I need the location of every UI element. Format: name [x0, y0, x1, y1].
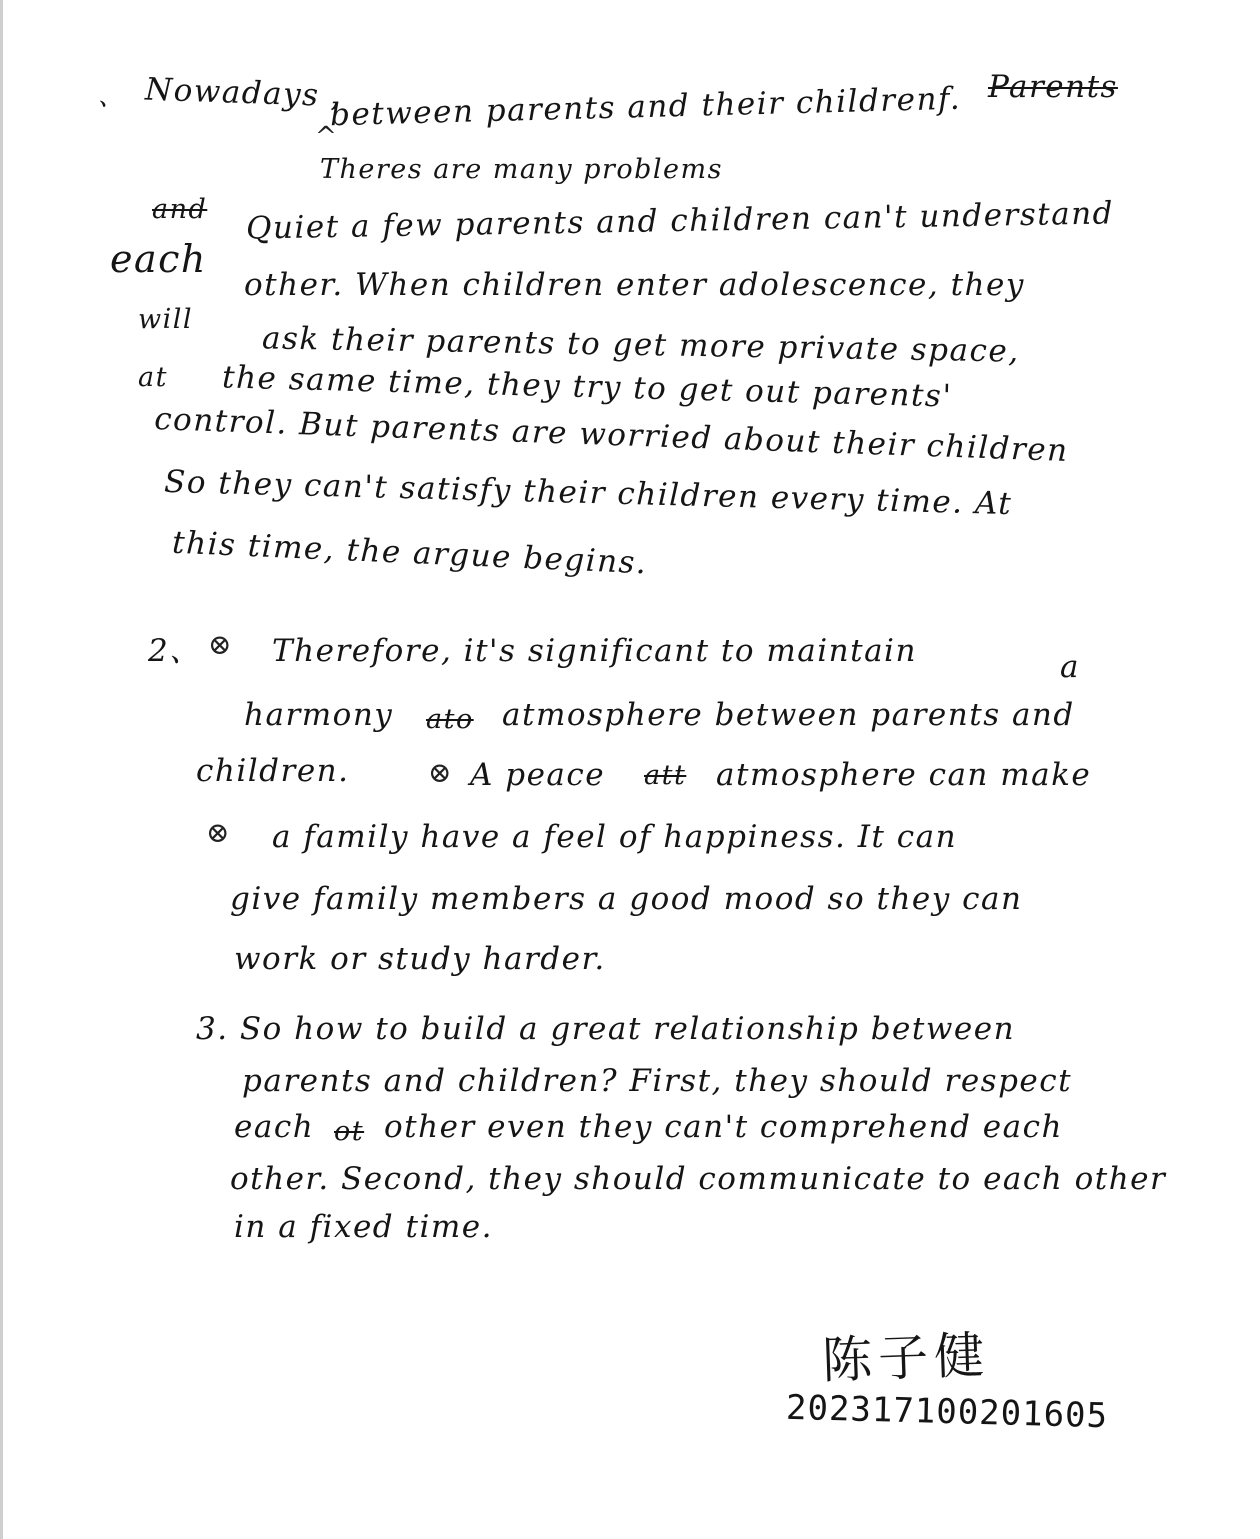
p2-line4: a family have a feel of happiness. It can	[272, 819, 958, 855]
p2-line3-mid: A peace	[470, 757, 606, 793]
p1-line5: the same time, they try to get out parents'	[221, 359, 953, 415]
p1-margin-struck-word: and	[152, 194, 208, 225]
p1-line3: other. When children enter adolescence, they	[244, 267, 1025, 303]
p1-line2: Quiet a few parents and children can't understand	[245, 195, 1115, 247]
p1-line4-margin-word: will	[138, 304, 194, 335]
p1-line1-start: Nowadays ,	[144, 71, 343, 115]
p3-line3-start: each	[234, 1109, 315, 1145]
p2-line2-start: harmony	[244, 697, 394, 733]
p1-line2-margin-word: each	[110, 237, 207, 281]
p1-line6: control. But parents are worried about their children	[153, 401, 1070, 469]
p1-line8: this time, the argue begins.	[171, 524, 649, 582]
p1-line1-rest: between parents and their childrenf.	[329, 80, 962, 134]
p3-line1: 3. So how to build a great relationship between	[196, 1011, 1016, 1047]
p2-line2-rest: atmosphere between parents and	[502, 697, 1075, 733]
p3-line3-rest: other even they can't comprehend each	[384, 1109, 1063, 1145]
scribble-mark-icon: ⊗	[428, 756, 452, 789]
p2-line3-rest: atmosphere can make	[716, 757, 1092, 793]
paragraph-1-marker: 、	[98, 82, 126, 112]
p2-line2-struck-word: ato	[426, 704, 474, 735]
insertion-caret-icon: ^	[315, 122, 337, 152]
p1-line1-struck-word: Parents	[988, 69, 1118, 105]
p1-line4: ask their parents to get more private space,	[261, 320, 1020, 370]
p2-line3-start: children.	[196, 753, 350, 789]
scribble-mark-icon: ⊗	[208, 628, 232, 661]
student-id-number: 202317100201605	[785, 1387, 1109, 1437]
p2-line5: give family members a good mood so they can	[230, 881, 1023, 917]
p1-inserted-phrase: Theres are many problems	[320, 154, 723, 185]
paragraph-2-number: 2、	[148, 633, 202, 669]
p3-line5: in a fixed time.	[234, 1209, 493, 1245]
p2-line1-end: a	[1060, 649, 1080, 685]
p2-line6: work or study harder.	[234, 941, 606, 977]
signature-name: 陈子健	[821, 1326, 992, 1390]
p1-line7: So they can't satisfy their children every time. At	[163, 463, 1013, 523]
p3-line4: other. Second, they should communicate to each other	[230, 1161, 1167, 1197]
p3-line2: parents and children? First, they should respect	[242, 1063, 1073, 1099]
p2-line3-struck-word: att	[644, 760, 687, 791]
scribble-mark-icon: ⊗	[206, 816, 230, 849]
p3-line3-struck-word: ot	[334, 1116, 365, 1147]
p2-line1: Therefore, it's significant to maintain	[272, 633, 917, 669]
p1-line5-margin-word: at	[138, 362, 168, 393]
